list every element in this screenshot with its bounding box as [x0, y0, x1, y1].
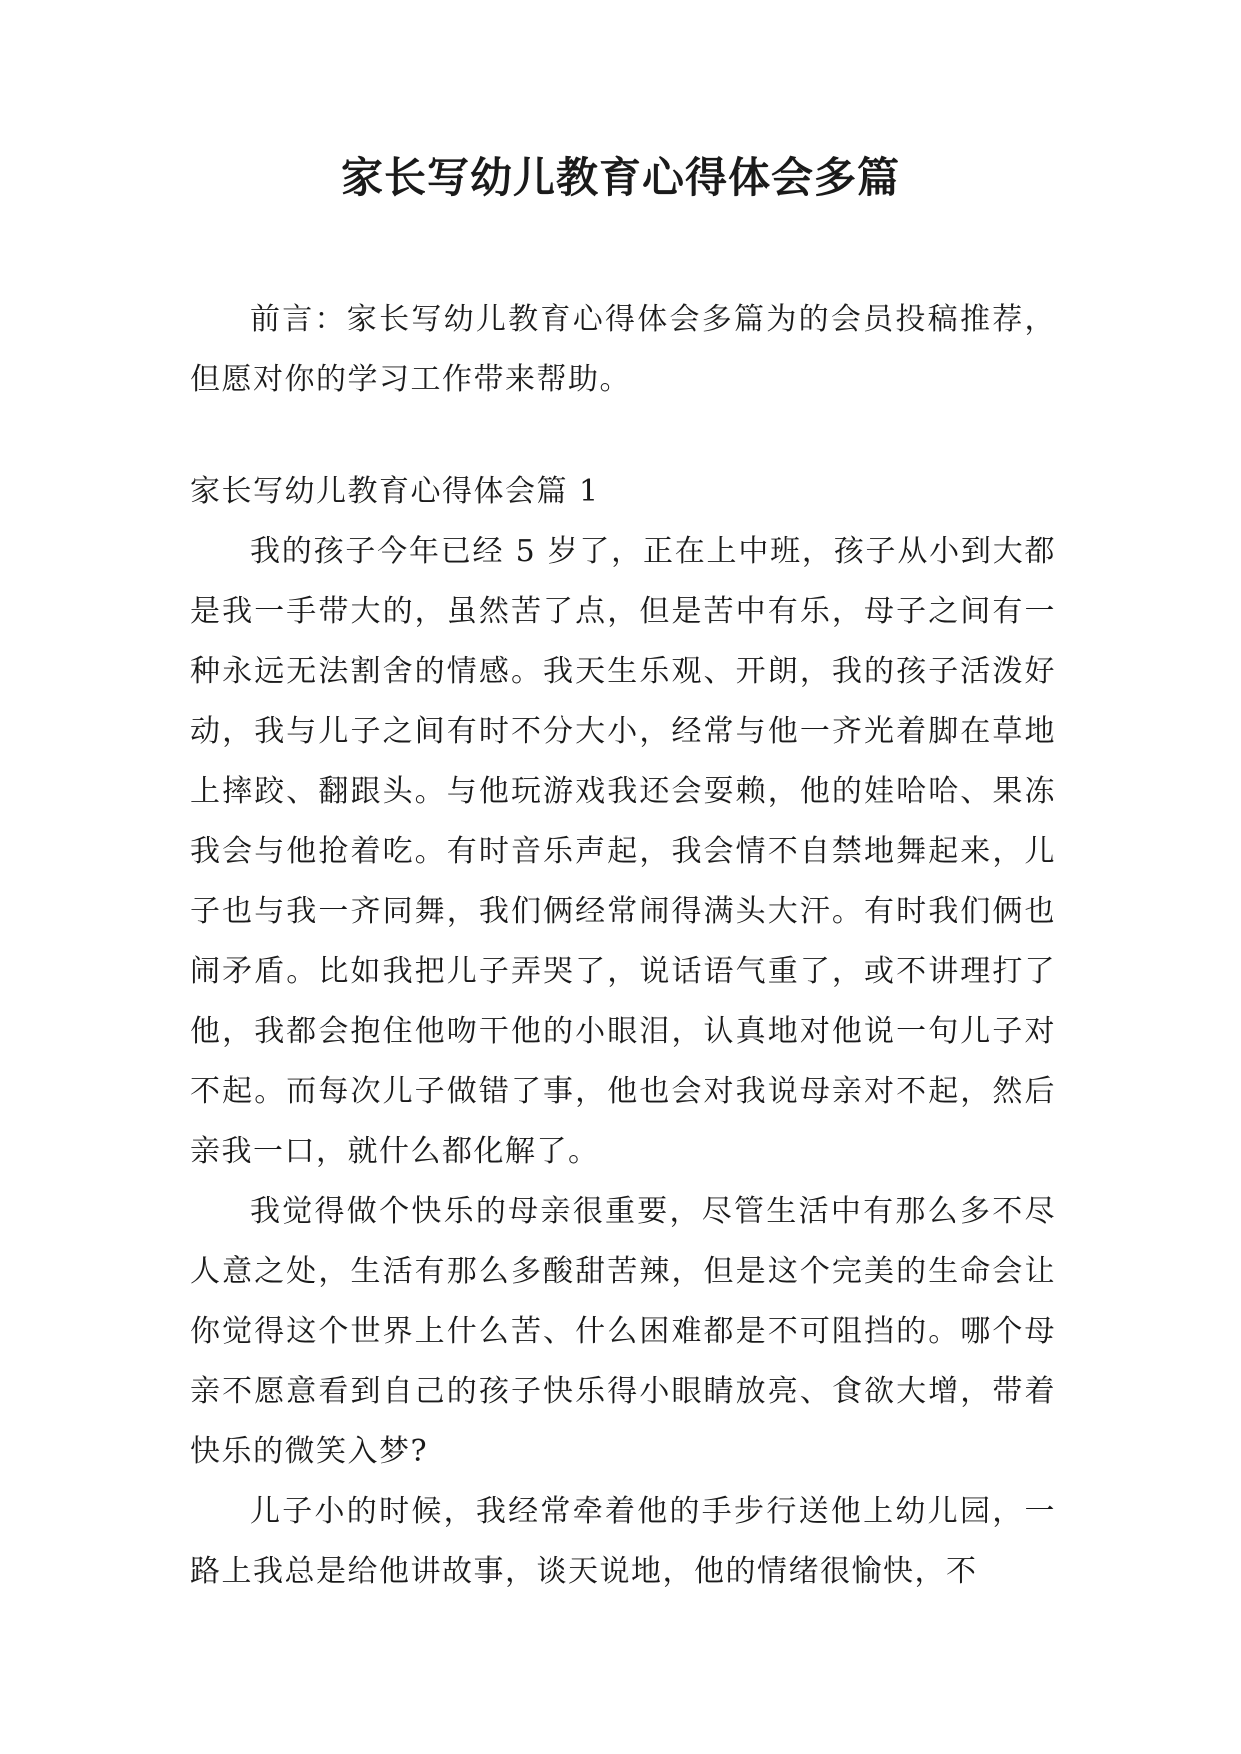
article-paragraph: 我觉得做个快乐的母亲很重要，尽管生活中有那么多不尽人意之处，生活有那么多酸甜苦辣，但是这个完美的生命会让你觉得这个世界上什么苦、什么困难都是不可阻挡的。哪个母亲不愿意看到自己的孩子快乐得小眼睛放亮、食欲大增，带着快乐的微笑入梦? — [190, 1194, 1056, 1469]
document-title: 家长写幼儿教育心得体会多篇 — [340, 153, 900, 202]
section-heading: 家长写幼儿教育心得体会篇 1 — [190, 474, 600, 509]
article-paragraph: 儿子小的时候，我经常牵着他的手步行送他上幼儿园，一路上我总是给他讲故事，谈天说地，他的情绪很愉快，不 — [190, 1494, 1056, 1589]
article-body — [190, 522, 1056, 1602]
preface-paragraph: 前言：家长写幼儿教育心得体会多篇为的会员投稿推荐，但愿对你的学习工作带来帮助。 — [190, 302, 1056, 397]
article-paragraph: 我的孩子今年已经 5 岁了，正在上中班，孩子从小到大都是我一手带大的，虽然苦了点，但是苦中有乐，母子之间有一种永远无法割舍的情感。我天生乐观、开朗，我的孩子活泼好动，我与儿子之间有时不分大小，经常与他一齐光着脚在草地上摔跤、翻跟头。与他玩游戏我还会耍赖，他的娃哈哈、果冻我会与他抢着吃。有时音乐声起，我会情不自禁地舞起来，儿子也与我一齐同舞，我们俩经常闹得满头大汗。有时我们俩也闹矛盾。比如我把儿子弄哭了，说话语气重了，或不讲理打了他，我都会抱住他吻干他的小眼泪，认真地对他说一句儿子对不起。而每次儿子做错了事，他也会对我说母亲对不起，然后亲我一口，就什么都化解了。 — [190, 534, 1056, 1169]
